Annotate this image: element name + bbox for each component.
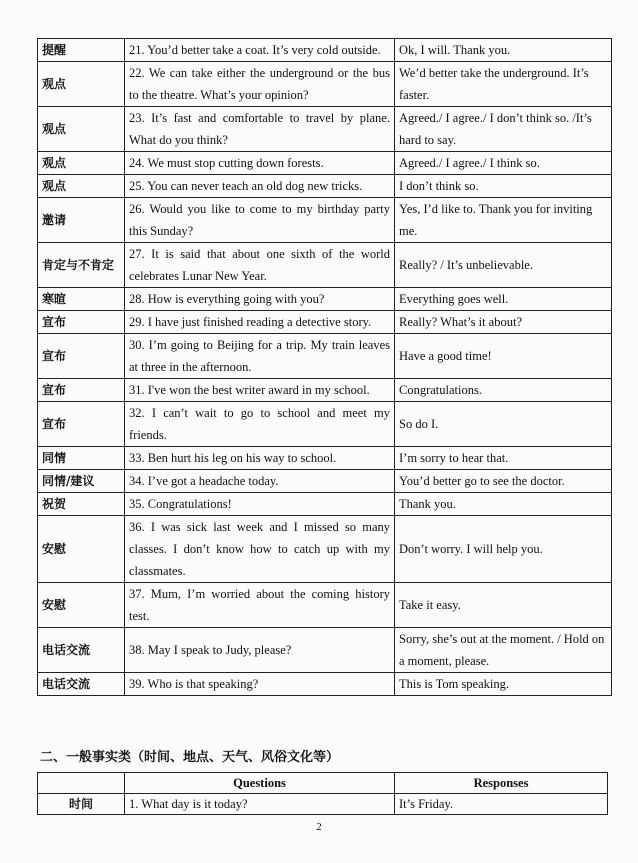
function-cell: 安慰	[38, 516, 125, 583]
question-cell: 21. You’d better take a coat. It’s very cold outside.	[125, 39, 395, 62]
header-function	[38, 773, 125, 794]
table-row	[38, 583, 612, 628]
response-cell: Yes, I’d like to. Thank you for inviting me.	[395, 198, 612, 243]
function-cell: 电话交流	[38, 673, 125, 696]
response-cell: It’s Friday.	[395, 794, 608, 815]
general-facts-table	[37, 772, 608, 815]
section-title: 二、一般事实类（时间、地点、天气、风俗文化等）	[40, 750, 340, 765]
table-row	[38, 107, 612, 152]
question-cell: 32. I can’t wait to go to school and meet my friends.	[125, 402, 395, 447]
question-cell: 33. Ben hurt his leg on his way to school.	[125, 447, 395, 470]
table-row	[38, 175, 612, 198]
function-cell: 寒暄	[38, 288, 125, 311]
function-cell: 提醒	[38, 39, 125, 62]
function-cell: 肯定与不肯定	[38, 243, 125, 288]
table-row	[38, 243, 612, 288]
function-cell: 邀请	[38, 198, 125, 243]
table-row	[38, 334, 612, 379]
question-cell: 29. I have just finished reading a detective story.	[125, 311, 395, 334]
function-cell: 宣布	[38, 311, 125, 334]
response-cell: Thank you.	[395, 493, 612, 516]
function-cell: 同情	[38, 447, 125, 470]
function-cell: 宣布	[38, 402, 125, 447]
table-row	[38, 794, 608, 815]
question-cell: 26. Would you like to come to my birthday party this Sunday?	[125, 198, 395, 243]
table-row	[38, 198, 612, 243]
table-row	[38, 493, 612, 516]
function-cell: 宣布	[38, 379, 125, 402]
question-cell: 27. It is said that about one sixth of the world celebrates Lunar New Year.	[125, 243, 395, 288]
response-cell: Don’t worry. I will help you.	[395, 516, 612, 583]
header-questions: Questions	[125, 773, 395, 794]
question-cell: 36. I was sick last week and I missed so many classes. I don’t know how to catch up with my classmates.	[125, 516, 395, 583]
response-cell: This is Tom speaking.	[395, 673, 612, 696]
response-cell: I don’t think so.	[395, 175, 612, 198]
question-cell: 38. May I speak to Judy, please?	[125, 628, 395, 673]
function-cell: 观点	[38, 152, 125, 175]
question-cell: 25. You can never teach an old dog new tricks.	[125, 175, 395, 198]
table-row	[38, 516, 612, 583]
function-cell: 观点	[38, 175, 125, 198]
function-cell: 观点	[38, 62, 125, 107]
question-cell: 28. How is everything going with you?	[125, 288, 395, 311]
response-cell: Agreed./ I agree./ I think so.	[395, 152, 612, 175]
response-cell: Really? What’s it about?	[395, 311, 612, 334]
table-row	[38, 628, 612, 673]
response-cell: I’m sorry to hear that.	[395, 447, 612, 470]
table-row	[38, 402, 612, 447]
table-row	[38, 379, 612, 402]
response-cell: Really? / It’s unbelievable.	[395, 243, 612, 288]
question-cell: 35. Congratulations!	[125, 493, 395, 516]
question-cell: 23. It’s fast and comfortable to travel by plane. What do you think?	[125, 107, 395, 152]
function-cell: 宣布	[38, 334, 125, 379]
response-cell: Take it easy.	[395, 583, 612, 628]
function-cell: 祝贺	[38, 493, 125, 516]
question-cell: 1. What day is it today?	[125, 794, 395, 815]
question-cell: 24. We must stop cutting down forests.	[125, 152, 395, 175]
table-row	[38, 288, 612, 311]
table-row	[38, 311, 612, 334]
question-cell: 31. I've won the best writer award in my school.	[125, 379, 395, 402]
function-cell: 时间	[38, 794, 125, 815]
question-cell: 39. Who is that speaking?	[125, 673, 395, 696]
page-number: 2	[316, 821, 322, 833]
table-row	[38, 447, 612, 470]
question-cell: 37. Mum, I’m worried about the coming history test.	[125, 583, 395, 628]
function-cell: 安慰	[38, 583, 125, 628]
dialogue-table	[37, 38, 612, 696]
response-cell: Sorry, she’s out at the moment. / Hold on a moment, please.	[395, 628, 612, 673]
table-row	[38, 152, 612, 175]
table-row	[38, 673, 612, 696]
response-cell: Ok, I will. Thank you.	[395, 39, 612, 62]
function-cell: 同情/建议	[38, 470, 125, 493]
response-cell: So do I.	[395, 402, 612, 447]
table-row	[38, 470, 612, 493]
header-row	[38, 773, 608, 794]
function-cell: 电话交流	[38, 628, 125, 673]
response-cell: Congratulations.	[395, 379, 612, 402]
response-cell: Agreed./ I agree./ I don’t think so. /It’s hard to say.	[395, 107, 612, 152]
table-row	[38, 62, 612, 107]
table-row	[38, 39, 612, 62]
function-cell: 观点	[38, 107, 125, 152]
question-cell: 30. I’m going to Beijing for a trip. My train leaves at three in the afternoon.	[125, 334, 395, 379]
response-cell: Have a good time!	[395, 334, 612, 379]
question-cell: 34. I’ve got a headache today.	[125, 470, 395, 493]
header-responses: Responses	[395, 773, 608, 794]
response-cell: We’d better take the underground. It’s faster.	[395, 62, 612, 107]
question-cell: 22. We can take either the underground or the bus to the theatre. What’s your opinion?	[125, 62, 395, 107]
response-cell: Everything goes well.	[395, 288, 612, 311]
response-cell: You’d better go to see the doctor.	[395, 470, 612, 493]
